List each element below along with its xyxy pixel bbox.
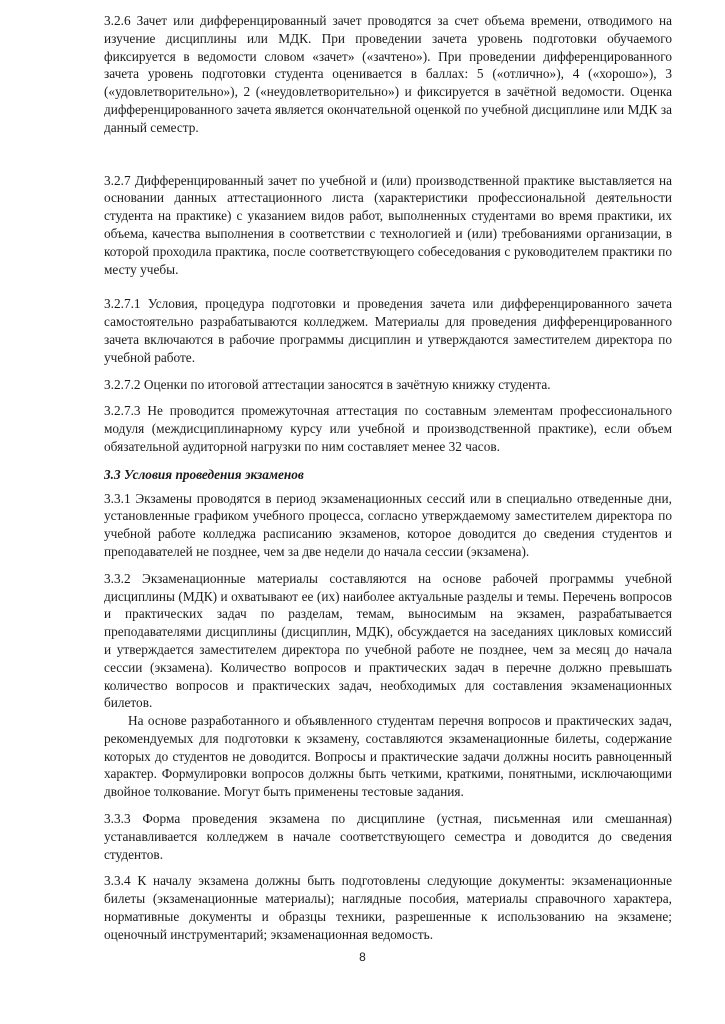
paragraph-3-3-3: 3.3.3 Форма проведения экзамена по дисциплине (устная, письменная или смешанная) устанавливается колледжем в начале соответствующего семестра и доводится до сведения студентов. <box>104 811 672 862</box>
page-number: 8 <box>359 950 366 964</box>
paragraph-3-2-6: 3.2.6 Зачет или дифференцированный зачет проводятся за счет объема времени, отводимого на изучение дисциплины или МДК. При проведении зачета уровень подготовки обучаемого фиксируется в ведомости словом «зачет» («зачтено»). При проведении дифференцированного зачета уровень подготовки студента оценивается в баллах: 5 («отлично»), 4 («хорошо»), 3 («удовлетворительно»), 2 («неудовлетворительно») и фиксируется в зачётной ведомости. Оценка дифференцированного зачета является окончательной оценкой по учебной дисциплине или МДК за данный семестр. <box>104 13 672 135</box>
paragraph-3-2-7-2: 3.2.7.2 Оценки по итоговой аттестации заносятся в зачётную книжку студента. <box>104 376 551 392</box>
paragraph-3-3-2-continued: На основе разработанного и объявленного студентам перечня вопросов и практических задач, рекомендуемых для подготовки к экзамену, составляются экзаменационные билеты, содержание которых до студентов не доводится. Вопросы и практические задачи должны носить равноценный характер. Формулировки вопросов должны быть четкими, краткими, понятными, исключающими двойное толкование. Могут быть применены тестовые задания. <box>104 713 672 800</box>
paragraph-3-2-7-1: 3.2.7.1 Условия, процедура подготовки и проведения зачета или дифференцированного зачета самостоятельно разрабатываются колледжем. Материалы для проведения дифференцированного зачета включаются в рабочие программы дисциплин и утверждаются заместителем директора по учебной работе. <box>104 296 672 365</box>
paragraph-3-2-7-3: 3.2.7.3 Не проводится промежуточная аттестация по составным элементам профессионального модуля (междисциплинарному курсу или учебной и производственной практике), если объем обязательной аудиторной нагрузки по ним составляет менее 32 часов. <box>104 403 672 454</box>
section-heading-3-3: 3.3 Условия проведения экзаменов <box>104 466 304 482</box>
paragraph-3-2-7: 3.2.7 Дифференцированный зачет по учебной и (или) производственной практике выставляется на основании данных аттестационного листа (характеристики профессиональной деятельности студента на практике) с указанием видов работ, выполненных студентами во время практики, их объема, качества выполнения в соответствии с технологией и (или) требованиями организации, в которой проходила практика, после соответствующего собеседования с руководителем практики по месту учебы. <box>104 172 672 277</box>
paragraph-3-3-4: 3.3.4 К началу экзамена должны быть подготовлены следующие документы: экзаменационные билеты (экзаменационные материалы); наглядные пособия, материалы справочного характера, нормативные документы и образцы техники, разрешенные к использованию на экзамене; оценочный инструментарий; экзаменационная ведомость. <box>104 873 672 942</box>
paragraph-3-3-1: 3.3.1 Экзамены проводятся в период экзаменационных сессий или в специально отведенные дни, установленные графиком учебного процесса, согласно утверждаемому заместителем директора по учебной работе колледжа расписанию экзаменов, которое доводится до сведения студентов и преподавателей не позднее, чем за две недели до начала сессии (экзамена). <box>104 490 672 559</box>
document-page <box>104 12 672 944</box>
paragraph-3-3-2: 3.3.2 Экзаменационные материалы составляются на основе рабочей программы учебной дисциплины (МДК) и охватывают ее (их) наиболее актуальные разделы и темы. Перечень вопросов и практических задач по разделам, темам, выносимым на экзамен, разрабатывается преподавателями дисциплины (дисциплин, МДК), обсуждается на заседаниях цикловых комиссий и утверждается заместителем директора по учебной работе не позднее, чем за месяц до начала сессии (экзамена). Количество вопросов и практических задач в перечне должно превышать количество вопросов и практических задач, необходимых для составления экзаменационных билетов. <box>104 570 672 711</box>
